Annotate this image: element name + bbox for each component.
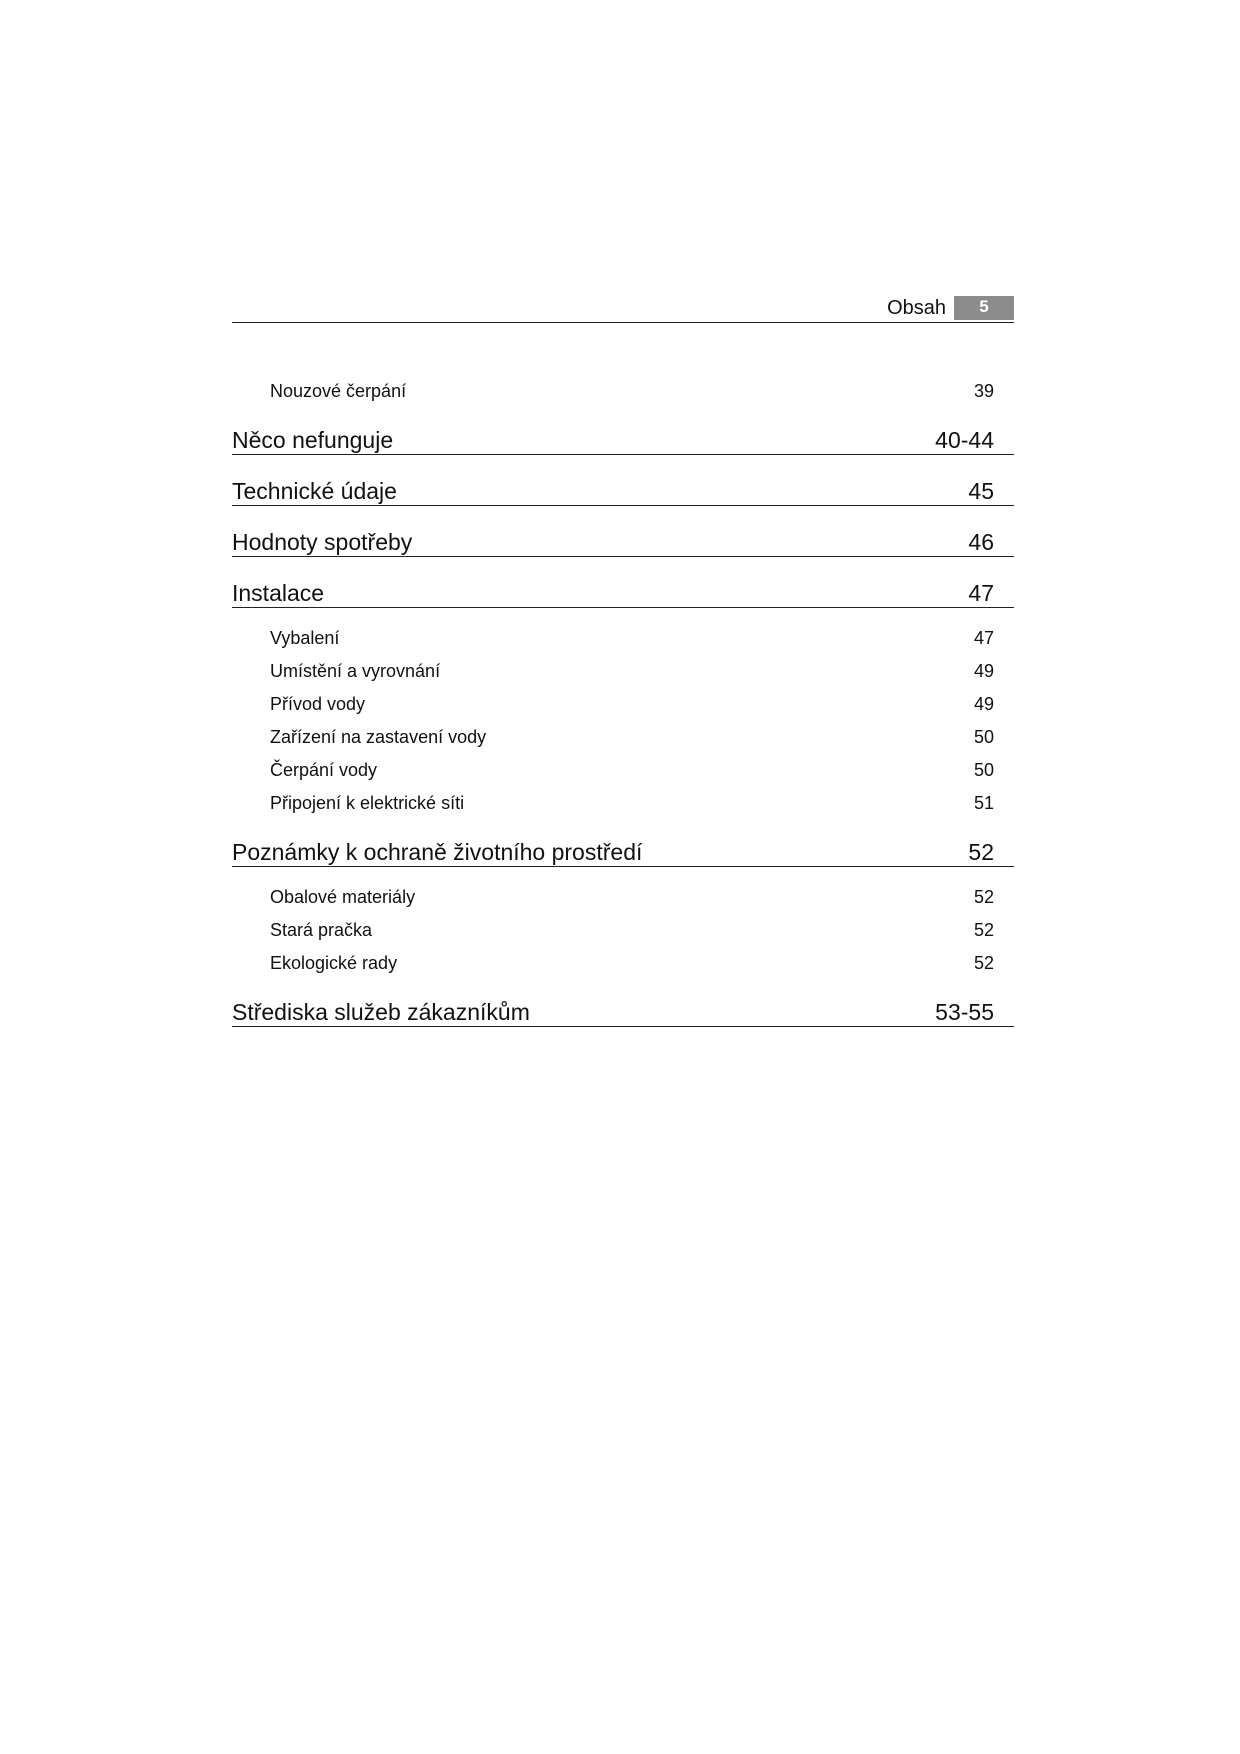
toc-entry-title: Vybalení	[270, 628, 340, 648]
toc-section-entry	[232, 682, 1014, 715]
toc-entry-page: 49	[973, 694, 994, 714]
toc-entry-title: Přívod vody	[270, 694, 366, 714]
toc-entry-title: Umístění a vyrovnání	[270, 661, 441, 681]
toc-entry-page: 40-44	[935, 427, 994, 453]
toc-entry-title: Nouzové čerpání	[270, 381, 407, 401]
document-page	[232, 296, 1014, 1035]
toc-section-entry	[232, 781, 1014, 814]
table-of-contents	[232, 369, 1014, 1027]
toc-chapter-entry	[232, 996, 1014, 1027]
page-number-badge: 5	[954, 296, 1014, 320]
section-title: Obsah	[887, 297, 946, 319]
toc-chapter-entry	[232, 836, 1014, 867]
toc-entry-page: 52	[973, 953, 994, 973]
toc-entry-page: 51	[973, 793, 994, 813]
toc-chapter-entry	[232, 424, 1014, 455]
toc-entry-page: 52	[968, 839, 994, 865]
toc-chapter-entry	[232, 475, 1014, 506]
toc-section-entry	[232, 369, 1014, 402]
toc-entry-title: Instalace	[232, 580, 325, 606]
toc-entry-page: 47	[968, 580, 994, 606]
toc-entry-title: Technické údaje	[232, 478, 397, 504]
toc-entry-title: Ekologické rady	[270, 953, 398, 973]
toc-entry-title: Čerpání vody	[270, 760, 378, 780]
toc-section-entry	[232, 941, 1014, 974]
toc-entry-page: 39	[973, 381, 994, 401]
toc-entry-page: 50	[973, 727, 994, 747]
toc-section-entry	[232, 649, 1014, 682]
toc-entry-page: 52	[973, 887, 994, 907]
toc-section-entry	[232, 715, 1014, 748]
toc-section-entry	[232, 908, 1014, 941]
toc-chapter-entry	[232, 526, 1014, 557]
toc-chapter-entry	[232, 577, 1014, 608]
toc-entry-title: Zařízení na zastavení vody	[270, 727, 487, 747]
toc-entry-title: Střediska služeb zákazníkům	[232, 999, 530, 1025]
toc-entry-title: Obalové materiály	[270, 887, 416, 907]
toc-entry-page: 47	[973, 628, 994, 648]
toc-entry-page: 46	[968, 529, 994, 555]
toc-entry-page: 52	[973, 920, 994, 940]
toc-entry-page: 49	[973, 661, 994, 681]
toc-section-entry	[232, 616, 1014, 649]
toc-entry-title: Hodnoty spotřeby	[232, 529, 413, 555]
toc-section-entry	[232, 875, 1014, 908]
toc-section-entry	[232, 748, 1014, 781]
toc-entry-page: 50	[973, 760, 994, 780]
running-header	[232, 296, 1014, 323]
toc-entry-title: Připojení k elektrické síti	[270, 793, 465, 813]
toc-entry-title: Něco nefunguje	[232, 427, 394, 453]
toc-entry-title: Poznámky k ochraně životního prostředí	[232, 839, 643, 865]
toc-entry-page: 53-55	[935, 999, 994, 1025]
toc-entry-title: Stará pračka	[270, 920, 373, 940]
toc-entry-page: 45	[968, 478, 994, 504]
